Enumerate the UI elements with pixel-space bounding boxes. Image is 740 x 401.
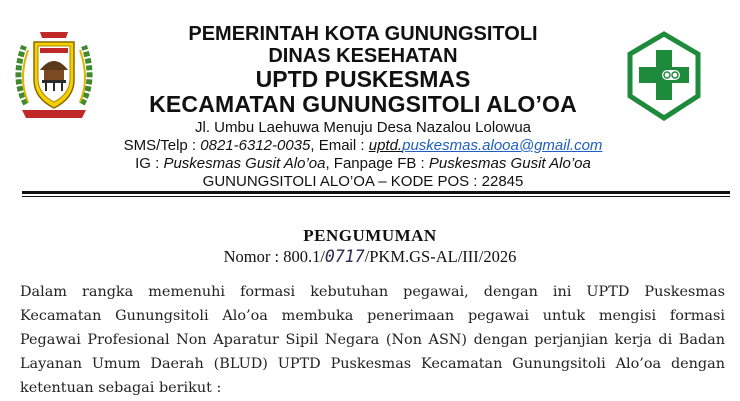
email-link[interactable]: uptd.puskesmas.alooa@gmail.com [368, 137, 603, 154]
unit-name: UPTD PUSKESMAS [255, 66, 471, 92]
fb-label: , Fanpage FB : [325, 155, 429, 172]
email-label: , Email : [310, 137, 369, 154]
body-line: Layanan Umum Daerah (BLUD) UPTD Puskesmas Kecamatan Gunungsitoli Alo’oa dengan [20, 356, 725, 372]
body-line: ketentuan sebagai berikut : [20, 380, 222, 396]
header-divider-thin [22, 196, 730, 197]
body-line: Kecamatan Gunungsitoli Alo’oa membuka penerimaan pegawai untuk mengisi formasi [20, 308, 725, 324]
sms-label: SMS/Telp : [123, 137, 201, 154]
city-seal-icon [8, 24, 100, 124]
phone-number: 0821-6312-0035 [200, 137, 311, 154]
ig-value: Puskesmas Gusit Alo’oa [163, 155, 326, 172]
contact-line [100, 138, 626, 153]
handwritten-number: 0717 [324, 247, 365, 266]
letterhead [100, 22, 626, 189]
announcement-title: PENGUMUMAN [303, 226, 437, 245]
department-name: DINAS KESEHATAN [268, 45, 458, 67]
district-name: KECAMATAN GUNUNGSITOLI ALO’OA [149, 91, 577, 117]
ig-label: IG : [135, 155, 164, 172]
address: Jl. Umbu Laehuwa Menuju Desa Nazalou Lolowua [194, 119, 532, 136]
announcement-body [20, 280, 725, 400]
header-divider-thick [22, 191, 730, 194]
fb-value: Puskesmas Gusit Alo’oa [428, 155, 591, 172]
puskesmas-cross-icon [626, 30, 702, 122]
social-line [100, 156, 626, 171]
postal-line: GUNUNGSITOLI ALO’OA – KODE POS : 22845 [202, 173, 524, 190]
body-line: Dalam rangka memenuhi formasi kebutuhan pegawai, dengan ini UPTD Puskesmas [20, 284, 725, 300]
government-name: PEMERINTAH KOTA GUNUNGSITOLI [188, 23, 538, 45]
announcement-number: Nomor : 800.1/0717/PKM.GS-AL/III/2026 [223, 247, 517, 266]
body-line: Pegawai Profesional Non Aparatur Sipil Negara (Non ASN) dengan perjanjian kerja di Badan [20, 332, 725, 348]
